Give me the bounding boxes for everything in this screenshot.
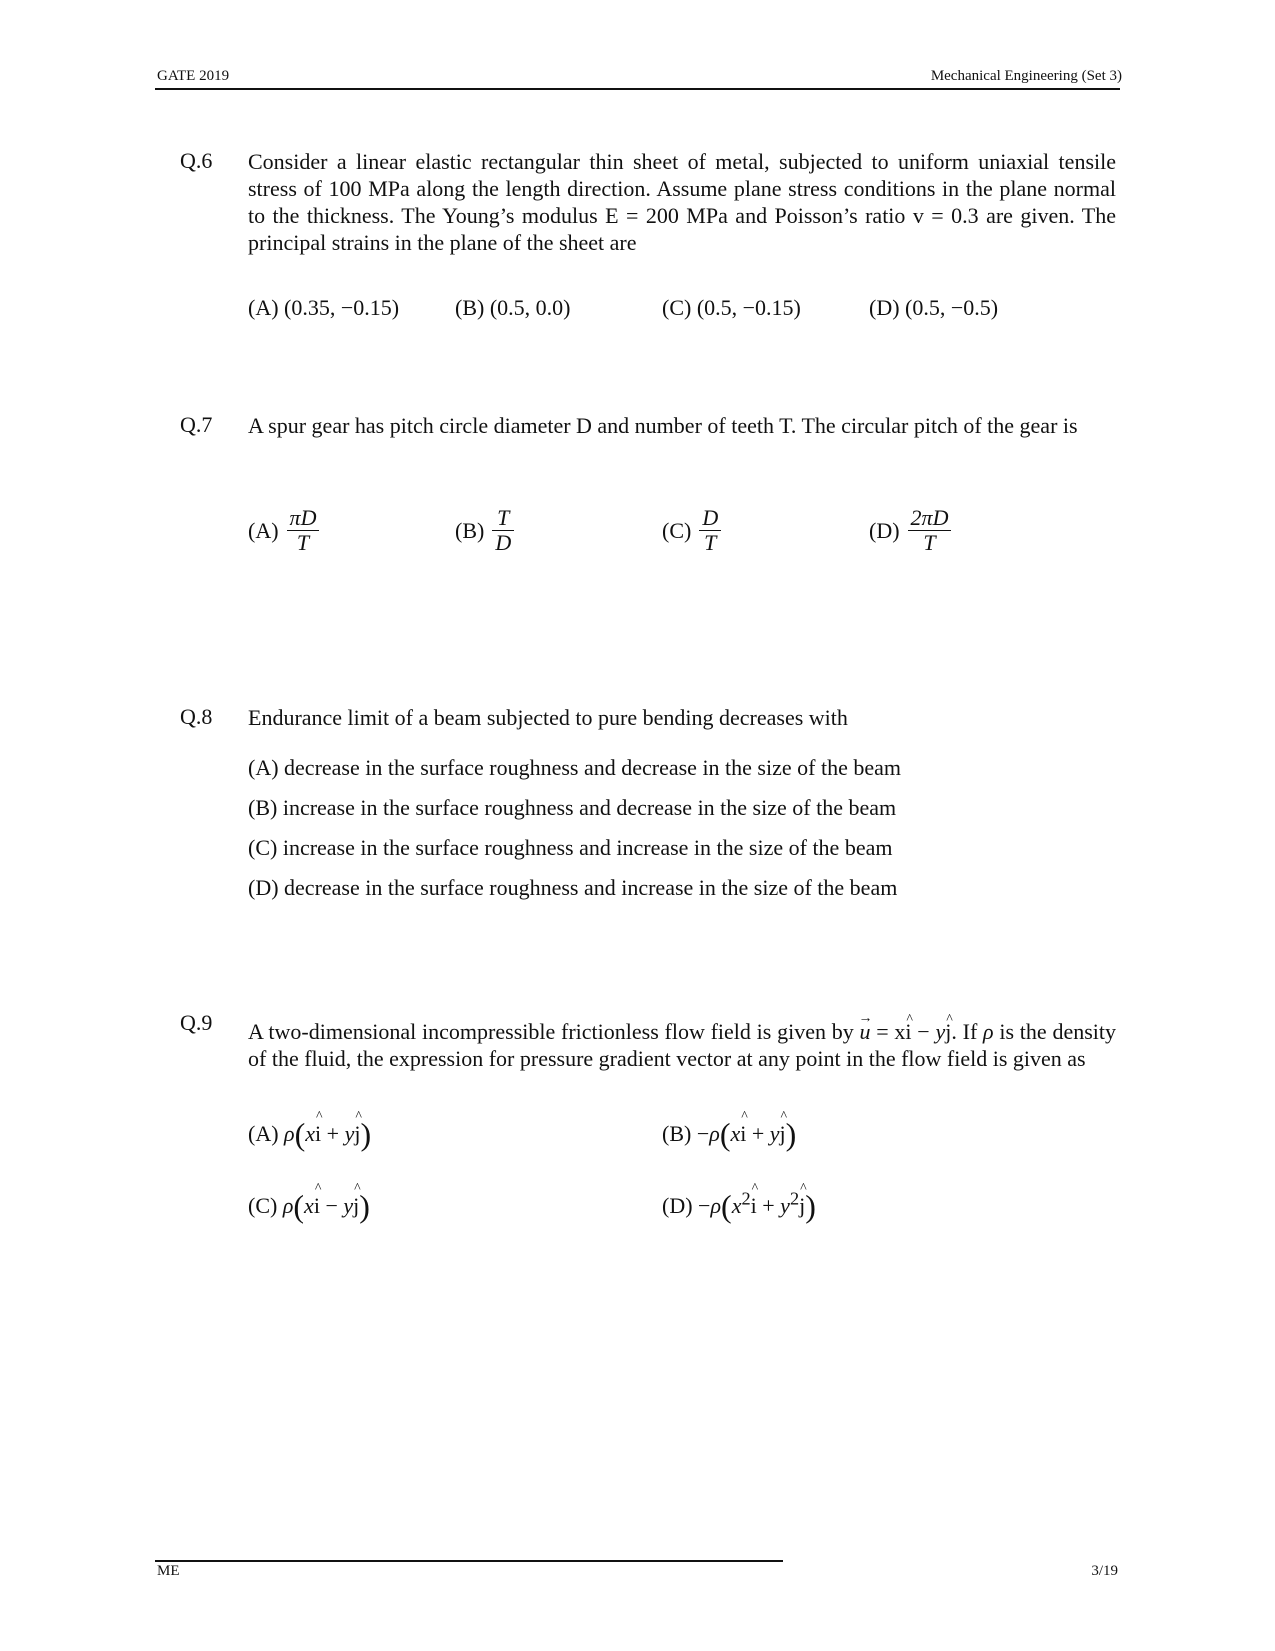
q6-option-b: (B) (0.5, 0.0) <box>455 295 571 320</box>
q9-option-a-label: (A) <box>248 1121 279 1146</box>
q8-option-a: (A) decrease in the surface roughness and decrease in the size of the beam <box>248 755 901 780</box>
q8-option-c: (C) increase in the surface roughness and increase in the size of the beam <box>248 835 893 860</box>
q7-option-b <box>455 506 514 555</box>
q7-option-d-fraction <box>908 506 952 555</box>
q9-option-c-expression: ρ(x^ i − y^ j) <box>283 1193 370 1218</box>
q7-option-b-fraction <box>492 506 514 555</box>
q9-option-a <box>248 1116 371 1153</box>
q7-option-b-denominator: D <box>495 530 512 555</box>
q7-option-b-label: (B) <box>455 517 485 543</box>
footer-divider <box>155 1560 783 1562</box>
q7-option-a-numerator: πD <box>289 505 317 530</box>
q8-text: Endurance limit of a beam subjected to pure bending decreases with <box>248 705 848 730</box>
q9-text <box>248 1018 1116 1072</box>
q6-text: Consider a linear elastic rectangular thin sheet of metal, subjected to uniform uniaxial tensile stress of 100 MPa along the length direction. Assume plane stress conditions in the plane normal to the thickness. The Young’s modulus E = 200 MPa and Poisson’s ratio v = 0.3 are given. The principal strains in the plane of the sheet are <box>248 149 1116 255</box>
q6-number: Q.6 <box>180 148 213 173</box>
q8-options <box>248 748 901 908</box>
footer-page-number: 3/19 <box>1091 1563 1118 1579</box>
q7-option-a-denominator: T <box>296 530 310 555</box>
q9-option-b-expression: −ρ(x^ i + y^ j) <box>697 1121 797 1146</box>
q7-option-d-numerator: 2πD <box>910 505 949 530</box>
q7-option-d <box>869 506 951 555</box>
q9-text-part-3: is the density of the fluid, the expression for pressure gradient vector at any point in the flow field is given as <box>248 1019 1116 1071</box>
q8-option-d: (D) decrease in the surface roughness and increase in the size of the beam <box>248 875 898 900</box>
q7-number: Q.7 <box>180 412 213 437</box>
q9-text-part-2: . If <box>951 1019 978 1044</box>
q6-option-d: (D) (0.5, −0.5) <box>869 295 999 320</box>
q9-text-part-1: A two-dimensional incompressible frictionless flow field is given by <box>248 1019 854 1044</box>
q6-option-a: (A) (0.35, −0.15) <box>248 295 400 320</box>
q9-option-b-label: (B) <box>662 1121 692 1146</box>
footer-paper-code: ME <box>157 1563 180 1579</box>
q7-option-c <box>662 506 721 555</box>
q9-velocity-equation: → u = x^ i − y^ j <box>860 1019 952 1044</box>
q7-option-c-label: (C) <box>662 517 692 543</box>
q7-option-a <box>248 506 319 555</box>
q9-number: Q.9 <box>180 1010 213 1035</box>
q7-text: A spur gear has pitch circle diameter D and number of teeth T. The circular pitch of the gear is <box>248 413 1078 438</box>
q9-rho-symbol: ρ <box>983 1019 994 1044</box>
q7-option-c-denominator: T <box>704 530 717 555</box>
q9-option-c <box>248 1188 370 1225</box>
q9-option-c-label: (C) <box>248 1193 278 1218</box>
header-divider <box>155 88 1120 90</box>
q9-option-d-label: (D) <box>662 1193 693 1218</box>
q7-option-c-fraction <box>699 506 721 555</box>
q7-option-d-label: (D) <box>869 517 900 543</box>
q7-option-d-denominator: T <box>923 530 936 555</box>
q7-option-c-numerator: D <box>702 505 719 530</box>
q9-option-b <box>662 1116 796 1153</box>
q6-option-c: (C) (0.5, −0.15) <box>662 295 801 320</box>
q7-option-a-fraction <box>287 506 320 555</box>
header-paper-name: Mechanical Engineering (Set 3) <box>930 68 1122 84</box>
q9-option-d <box>662 1188 816 1225</box>
q8-number: Q.8 <box>180 704 213 729</box>
q8-option-b: (B) increase in the surface roughness and decrease in the size of the beam <box>248 795 897 820</box>
q7-option-a-label: (A) <box>248 517 279 543</box>
q9-option-a-expression: ρ(x^ i + y^ j) <box>284 1121 371 1146</box>
q9-option-d-expression: $-\rho(x^2\^{}$ $i + y^2\^{}$ j) <box>698 1193 816 1218</box>
q7-option-b-numerator: T <box>497 505 510 530</box>
header-exam-title: GATE 2019 <box>157 68 230 84</box>
